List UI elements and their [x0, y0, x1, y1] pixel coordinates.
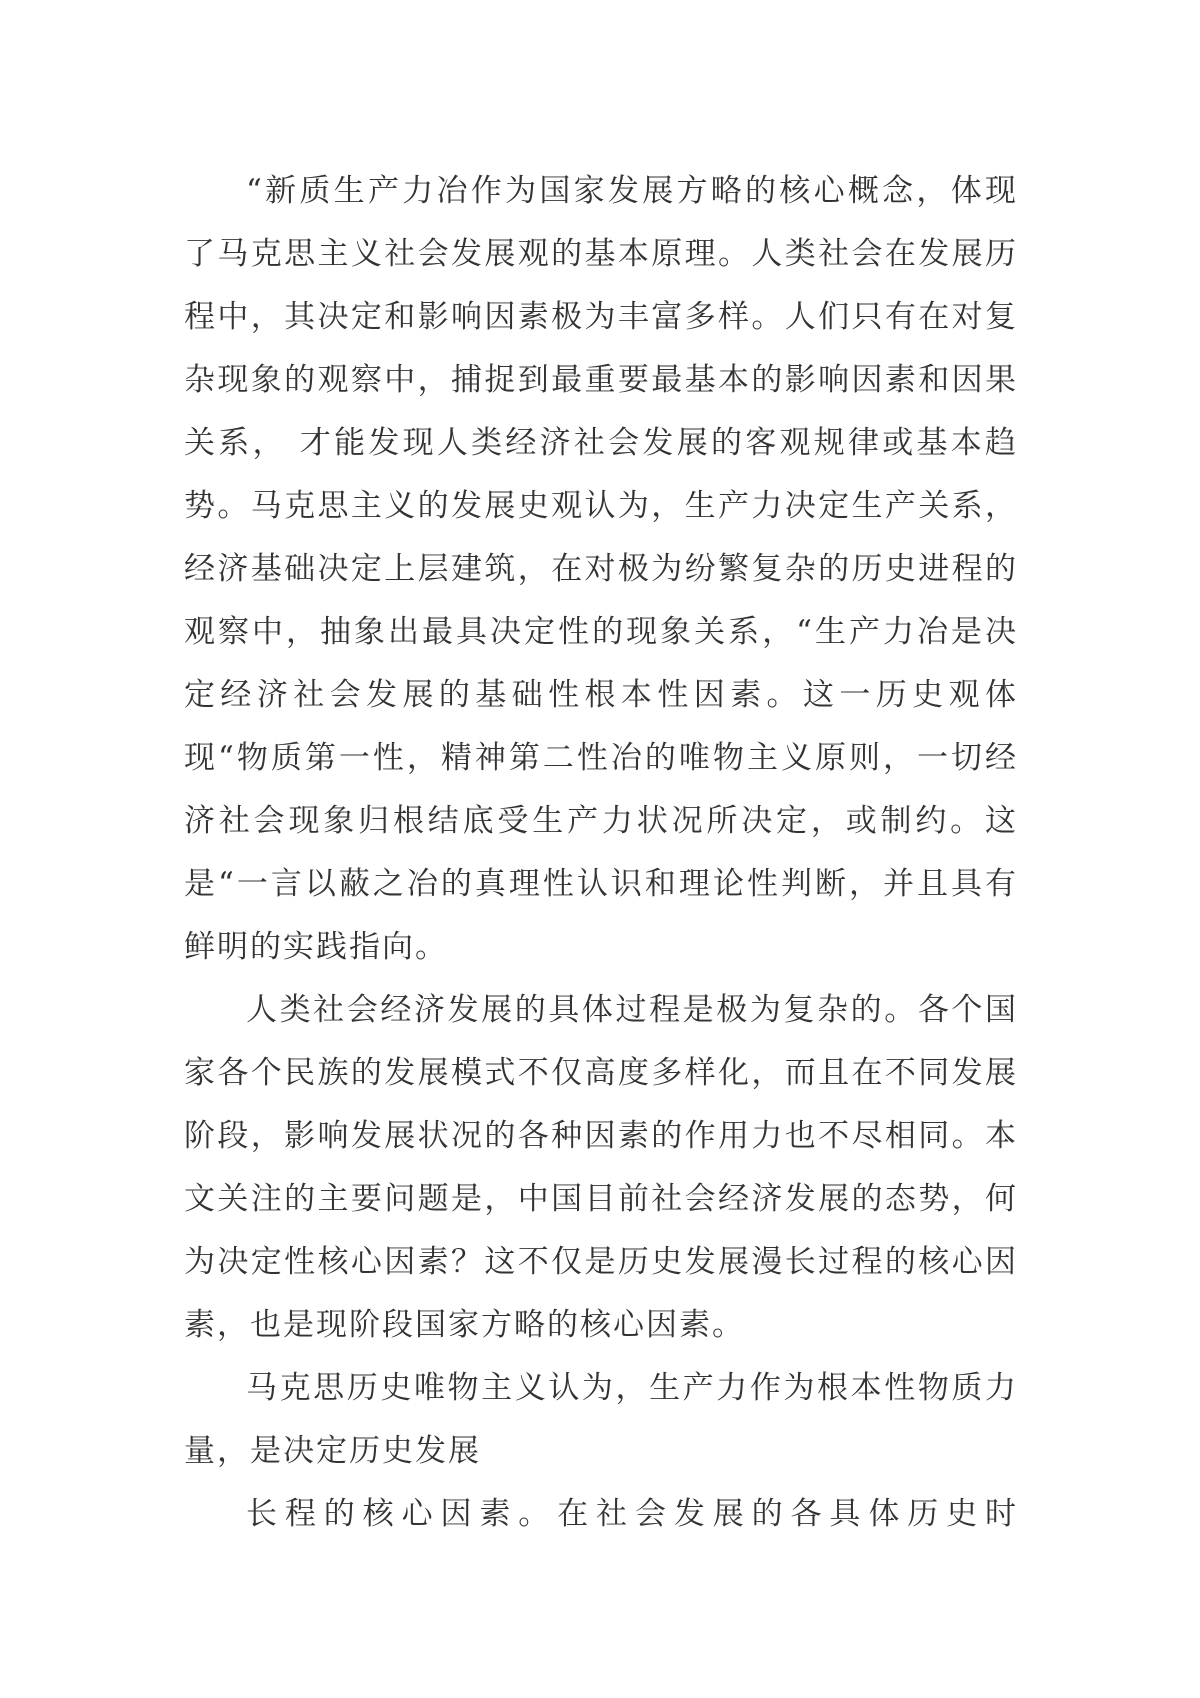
paragraph-1: “新质生产力冶作为国家发展方略的核心概念，体现了马克思主义社会发展观的基本原理。人类社会在发展历程中，其决定和影响因素极为丰富多样。人们只有在对复杂现象的观察中，捕捉到最重要最基本的影响因素和因果关系， 才能发现人类经济社会发展的客观规律或基本趋势。马克思主义的发展史观认为，生产力决定生产关系，经济基础决定上层建筑，在对极为纷繁复杂的历史进程的观察中，抽象出最具决定性的现象关系，“生产力冶是决定经济社会发展的基础性根本性因素。这一历史观体现“物质第一性，精神第二性冶的唯物主义原则，一切经济社会现象归根结底受生产力状况所决定，或制约。这是“一言以蔽之冶的真理性认识和理论性判断，并且具有鲜明的实践指向。: [184, 173, 1018, 965]
body-text: [184, 160, 1018, 1546]
paragraph-4: 长程的核心因素。在社会发展的各具体历史时: [246, 1496, 1018, 1532]
paragraph-2: 人类社会经济发展的具体过程是极为复杂的。各个国家各个民族的发展模式不仅高度多样化，而且在不同发展阶段，影响发展状况的各种因素的作用力也不尽相同。本文关注的主要问题是，中国目前社会经济发展的态势，何为决定性核心因素？这不仅是历史发展漫长过程的核心因素，也是现阶段国家方略的核心因素。: [184, 992, 1018, 1343]
paragraph-3: 马克思历史唯物主义认为，生产力作为根本性物质力量，是决定历史发展: [184, 1370, 1018, 1469]
